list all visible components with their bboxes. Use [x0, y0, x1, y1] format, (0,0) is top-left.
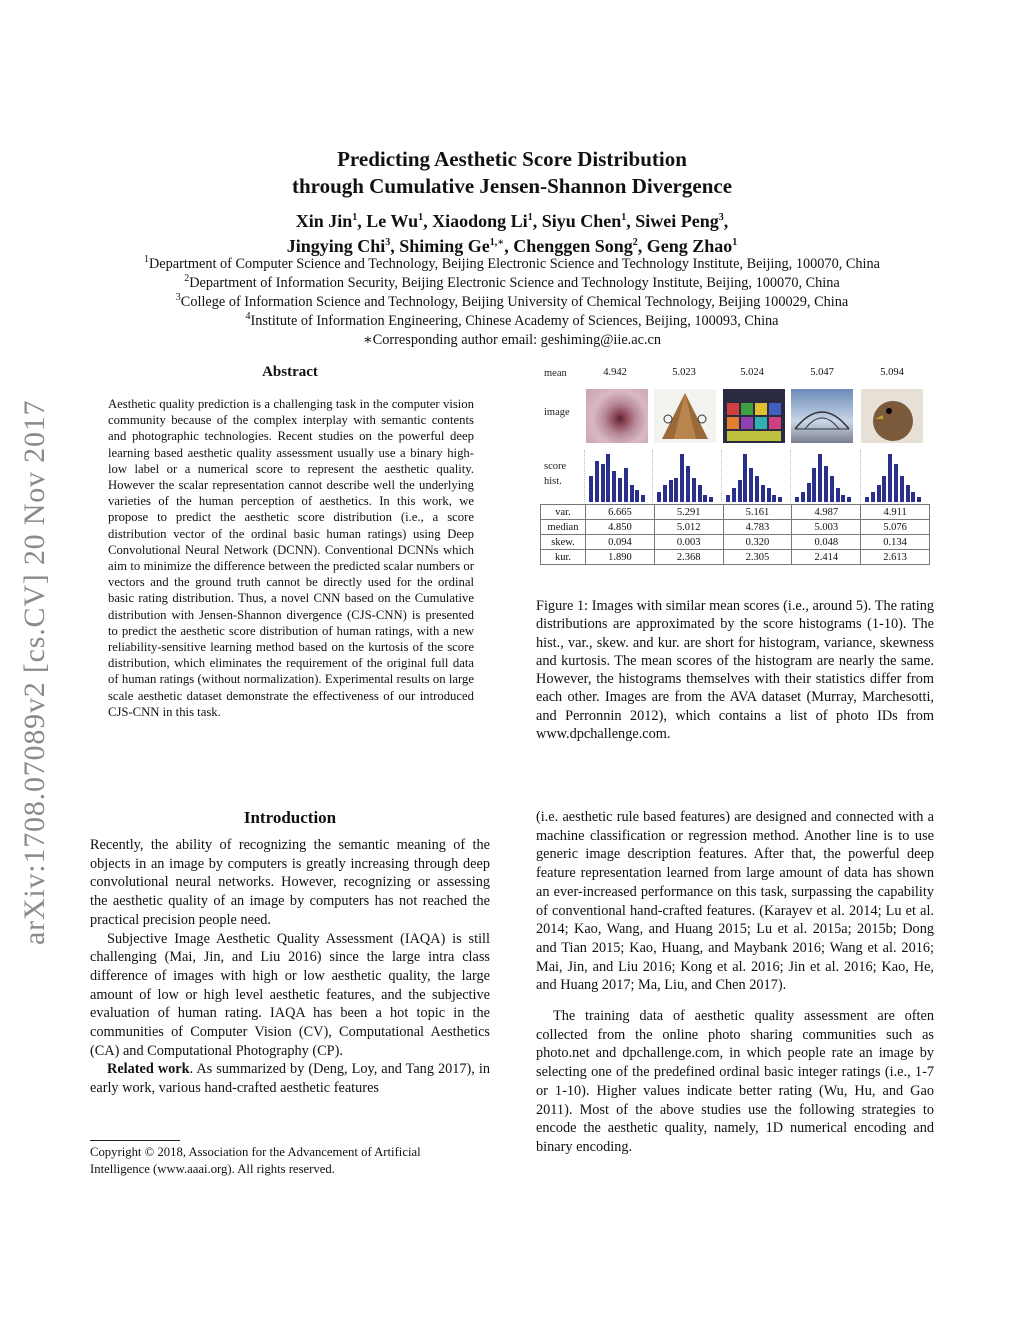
- histogram-bar: [663, 485, 667, 502]
- histogram-bar: [888, 454, 892, 502]
- histogram-bar: [606, 454, 610, 502]
- author-affil-sup: 1: [352, 212, 358, 223]
- author-affil-sup: 3: [718, 212, 724, 223]
- affiliation: [0, 255, 1024, 274]
- table-row: [541, 535, 930, 550]
- author-affil-sup: 3: [385, 237, 391, 248]
- colored-blocks-picture: [723, 389, 785, 443]
- thumbnail-image: [654, 389, 716, 443]
- table-row: [541, 505, 930, 520]
- histogram-bar: [772, 495, 776, 502]
- score-histogram: [790, 450, 855, 502]
- figure-caption: Figure 1: Images with similar mean scores (i.e., around 5). The rating distributions are approximated by the score histograms (1-10). The hist., var., skew. and kur. are short for histogram, variance, skewness and kurtosis. The mean scores of the histogram are nearly the same. However, the histograms themselves with their statistics differ from each other. Images are from the AVA dataset (Murray, Marchesotti, and Perronnin 2012), which contains a list of photo IDs from www.dpchallenge.com.: [536, 598, 934, 743]
- affiliation: [0, 274, 1024, 293]
- row-label: skew.: [541, 535, 586, 550]
- histogram-bar: [778, 497, 782, 502]
- histogram-bar: [601, 464, 605, 502]
- thumbnail-image: [723, 389, 785, 443]
- introduction-heading: Introduction: [243, 808, 337, 827]
- table-cell: 5.076: [861, 520, 930, 535]
- row-label: kur.: [541, 550, 586, 565]
- tunnel-structure-picture: [791, 389, 853, 443]
- author-affil-sup: 1: [732, 237, 738, 248]
- histogram-bar: [830, 476, 834, 502]
- related-work-lead: Related work: [107, 1061, 190, 1078]
- lampshade-picture: [654, 389, 716, 443]
- author-affil-sup: 1: [621, 212, 627, 223]
- histogram-bar: [877, 485, 881, 502]
- author-affil-sup: 1: [527, 212, 533, 223]
- histogram-bar: [589, 476, 593, 502]
- histogram-bar: [801, 492, 805, 502]
- row-label: var.: [541, 505, 586, 520]
- author-name: Xiaodong Li: [432, 211, 528, 231]
- histogram-bar: [836, 488, 840, 502]
- table-cell: 5.012: [654, 520, 723, 535]
- paragraph-text: . As summarized by (Deng, Loy, and Tang 2017), in early work, various hand-crafted aesthetic features: [90, 1061, 490, 1097]
- histogram-bar: [841, 495, 845, 502]
- histogram-bar: [767, 488, 771, 502]
- mean-value: 5.047: [810, 367, 834, 378]
- author-affil-sup: 2: [632, 237, 638, 248]
- introduction-right-column: [536, 808, 934, 1157]
- affiliation: [0, 293, 1024, 312]
- affiliation-list: [0, 255, 1024, 350]
- histogram-bar: [630, 485, 634, 502]
- footnote-line: Copyright © 2018, Association for the Advancement of Artificial: [90, 1145, 421, 1159]
- histogram-bar: [618, 478, 622, 502]
- author-affil-sup: 1: [418, 212, 424, 223]
- table-cell: 0.048: [792, 535, 861, 550]
- affiliation-text: Department of Information Security, Beijing Electronic Science and Technology Institute, Beijing, 100070, China: [189, 275, 840, 291]
- thumbnail-image: [861, 389, 923, 443]
- histogram-bar: [743, 454, 747, 502]
- author-sep: ,: [357, 211, 367, 231]
- table-cell: 5.161: [723, 505, 792, 520]
- histogram-bar: [709, 497, 713, 502]
- abstract-heading: Abstract: [262, 364, 318, 380]
- table-cell: 4.783: [723, 520, 792, 535]
- histogram-bar: [865, 497, 869, 502]
- statistics-table: [540, 504, 930, 565]
- histogram-bar: [635, 490, 639, 502]
- paragraph: The training data of aesthetic quality assessment are often collected from the online photo sharing communities such as photo.net and dpchallenge.com, in which people rate an image by selecting one of the predefined ordinal basic integer ratings (i.e., 1-7 or 1-10). Higher values indicate better rating (Wu, Hu, and Gao 2011). Most of the above studies use the following strategies to encode the aesthetic quality, namely, 1D numerical encoding and binary encoding.: [536, 1008, 934, 1155]
- paragraph: (i.e. aesthetic rule based features) are designed and connected with a machine classification or regression method. Another line is to use generic image description features. After that, the powerful deep feature representation learned from large amount of data has shown an ever-increased performance on this task, surpassing the capability of conventional hand-crafted features. (Karayev et al. 2014; Lu et al. 2014; Kao, Wang, and Huang 2015; Lu et al. 2015a; 2015b; Dong and Tian 2015; Kao, Huang, and Maybank 2016; Wang et al. 2016; Mai, Jin, and Liu 2016; Kong et al. 2016; Jin et al. 2016; Kao, He, and Huang 2017; Ma, Liu, and Chen 2017).: [536, 809, 934, 994]
- affiliation: [0, 312, 1024, 331]
- row-label: median: [541, 520, 586, 535]
- histogram-bar: [698, 485, 702, 502]
- author-list: [0, 209, 1024, 259]
- histogram-bar: [871, 492, 875, 502]
- histogram-bar: [680, 454, 684, 502]
- row-label-hist: hist.: [544, 476, 562, 487]
- table-cell: 1.890: [586, 550, 655, 565]
- histogram-bar: [847, 497, 851, 502]
- table-cell: 6.665: [586, 505, 655, 520]
- affiliation-text: Corresponding author email: geshiming@iie.ac.cn: [372, 332, 662, 348]
- histogram-bar: [703, 495, 707, 502]
- arxiv-identifier: arXiv:1708.07089v2 [cs.CV] 20 Nov 2017: [18, 399, 51, 945]
- author-name: Geng Zhao: [646, 236, 733, 256]
- author-sep: ,: [423, 211, 433, 231]
- author-sep: ,: [390, 236, 400, 256]
- table-cell: 0.003: [654, 535, 723, 550]
- paragraph: [90, 1060, 490, 1097]
- table-row: [541, 550, 930, 565]
- histogram-bar: [612, 471, 616, 502]
- histogram-bar: [917, 497, 921, 502]
- table-row: [541, 520, 930, 535]
- author-name: Shiming Ge: [399, 236, 490, 256]
- author-sep: ,: [504, 236, 514, 256]
- affiliation-sup: 3: [175, 292, 181, 304]
- row-label-score: score: [544, 461, 567, 472]
- table-cell: 4.850: [586, 520, 655, 535]
- histogram-bar: [900, 476, 904, 502]
- histogram-bar: [795, 497, 799, 502]
- paragraph: Recently, the ability of recognizing the semantic meaning of the objects in an image by computers is greatly increasing through deep convolutional neural networks. However, recognizing or assessing the aesthetic quality of an image by computers has not reached the practical precision people need.: [90, 837, 490, 928]
- table-cell: 2.368: [654, 550, 723, 565]
- hawk-picture: [861, 389, 923, 443]
- affiliation-text: College of Information Science and Technology, Beijing University of Chemical Technology, Beijing 100029, China: [180, 294, 849, 310]
- affiliation-sup: ∗: [362, 332, 373, 348]
- author-name: Xin Jin: [295, 211, 353, 231]
- author-affil-sup: 1,∗: [489, 237, 505, 248]
- histogram-bar: [911, 492, 915, 502]
- author-sep: ,: [723, 211, 729, 231]
- score-histogram: [721, 450, 786, 502]
- histogram-bar: [761, 485, 765, 502]
- mean-value: 5.023: [672, 367, 696, 378]
- histogram-bar: [749, 468, 753, 502]
- figure-1: [540, 362, 932, 572]
- histogram-bar: [657, 492, 661, 502]
- histogram-bar: [818, 454, 822, 502]
- author-name: Siyu Chen: [541, 211, 622, 231]
- histogram-bar: [755, 476, 759, 502]
- table-cell: 2.414: [792, 550, 861, 565]
- table-cell: 0.134: [861, 535, 930, 550]
- copyright-footnote: [90, 1144, 490, 1177]
- histogram-bar: [686, 466, 690, 502]
- mean-value: 5.024: [740, 367, 764, 378]
- affiliation: [0, 331, 1024, 350]
- histogram-bar: [824, 466, 828, 502]
- histogram-bar: [624, 468, 628, 502]
- author-sep: ,: [532, 211, 542, 231]
- author-line-1: [0, 209, 1024, 234]
- thumbnail-image: [586, 389, 648, 443]
- affiliation-sup: 4: [245, 311, 251, 323]
- histogram-bar: [894, 464, 898, 502]
- score-histogram: [584, 450, 649, 502]
- affiliation-sup: 2: [184, 273, 190, 285]
- author-sep: ,: [626, 211, 636, 231]
- paragraph: Subjective Image Aesthetic Quality Assessment (IAQA) is still challenging (Mai, Jin, and Liu 2016) since the large intra class difference of images with high or low aesthetic quality, the large amount of low or high level aesthetic features, and the subjective evaluation of human rating. IAQA has been a hot topic in the communities of Computer Vision (CV), Computational Aesthetics (CA) and Computational Photography (CP).: [90, 930, 490, 1059]
- author-name: Le Wu: [366, 211, 419, 231]
- table-cell: 4.911: [861, 505, 930, 520]
- histogram-bar: [738, 480, 742, 502]
- thumbnail-image: [791, 389, 853, 443]
- histogram-bar: [906, 485, 910, 502]
- footnote-rule: [90, 1140, 180, 1141]
- affiliation-text: Department of Computer Science and Technology, Beijing Electronic Science and Technology Institute, Beijing, 100070, China: [148, 256, 881, 272]
- title-line-2: through Cumulative Jensen-Shannon Divergence: [291, 174, 733, 198]
- paper-title: [0, 146, 1024, 200]
- table-cell: 0.320: [723, 535, 792, 550]
- abstract-body: Aesthetic quality prediction is a challenging task in the computer vision community because of the complex interplay with semantic contents and photographic technologies. Recent studies on the powerful deep learning based aesthetic quality assessment usually use a binary high-low label or a numerical score to represent the aesthetic quality. However the scalar representation cannot describe well the underlying varieties of the human perception of aesthetics. In this work, we propose to predict the aesthetic score distribution (i.e., a score distribution vector of the ordinal basic human ratings) using Deep Convolutional Neural Network (DCNN). Conventional DCNNs which aim to minimize the difference between the predicted scalar numbers or vectors and the ground truth cannot be directly used for the ordinal basic rating distribution. Thus, a novel CNN based on the Cumulative distribution with Jensen-Shannon divergence (CJS-CNN) is presented to predict the aesthetic score distribution of human ratings, with a new reliability-sensitive learning method based on the kurtosis of the score distribution, which eliminates the requirement of the original full data of human ratings (without normalization). Experimental results on large scale aesthetic dataset demonstrate the effectiveness of our introduced CJS-CNN in this task.: [108, 397, 474, 719]
- table-cell: 2.613: [861, 550, 930, 565]
- author-name: Chenggen Song: [513, 236, 633, 256]
- score-histogram: [652, 450, 717, 502]
- author-name: Jingying Chi: [286, 236, 386, 256]
- footnote-line: Intelligence (www.aaai.org). All rights reserved.: [90, 1161, 335, 1176]
- histogram-bar: [669, 480, 673, 502]
- histogram-bar: [812, 468, 816, 502]
- author-sep: ,: [637, 236, 647, 256]
- histogram-bar: [882, 476, 886, 502]
- table-cell: 5.003: [792, 520, 861, 535]
- histogram-bar: [732, 488, 736, 502]
- histogram-bar: [726, 495, 730, 502]
- histogram-bar: [641, 495, 645, 502]
- row-label-mean: mean: [544, 368, 567, 379]
- table-cell: 4.987: [792, 505, 861, 520]
- author-name: Siwei Peng: [635, 211, 719, 231]
- histogram-bar: [692, 478, 696, 502]
- histogram-bar: [595, 461, 599, 502]
- affiliation-text: Institute of Information Engineering, Chinese Academy of Sciences, Beijing, 100093, China: [250, 313, 779, 329]
- histogram-bar: [674, 478, 678, 502]
- table-cell: 2.305: [723, 550, 792, 565]
- mean-value: 5.094: [880, 367, 904, 378]
- score-histogram: [860, 450, 925, 502]
- title-line-1: Predicting Aesthetic Score Distribution: [337, 147, 687, 171]
- table-cell: 0.094: [586, 535, 655, 550]
- row-label-image: image: [544, 407, 570, 418]
- histogram-bar: [807, 483, 811, 502]
- introduction-left-column: [90, 836, 490, 1098]
- affiliation-sup: 1: [143, 254, 149, 266]
- table-cell: 5.291: [654, 505, 723, 520]
- mean-value: 4.942: [603, 367, 627, 378]
